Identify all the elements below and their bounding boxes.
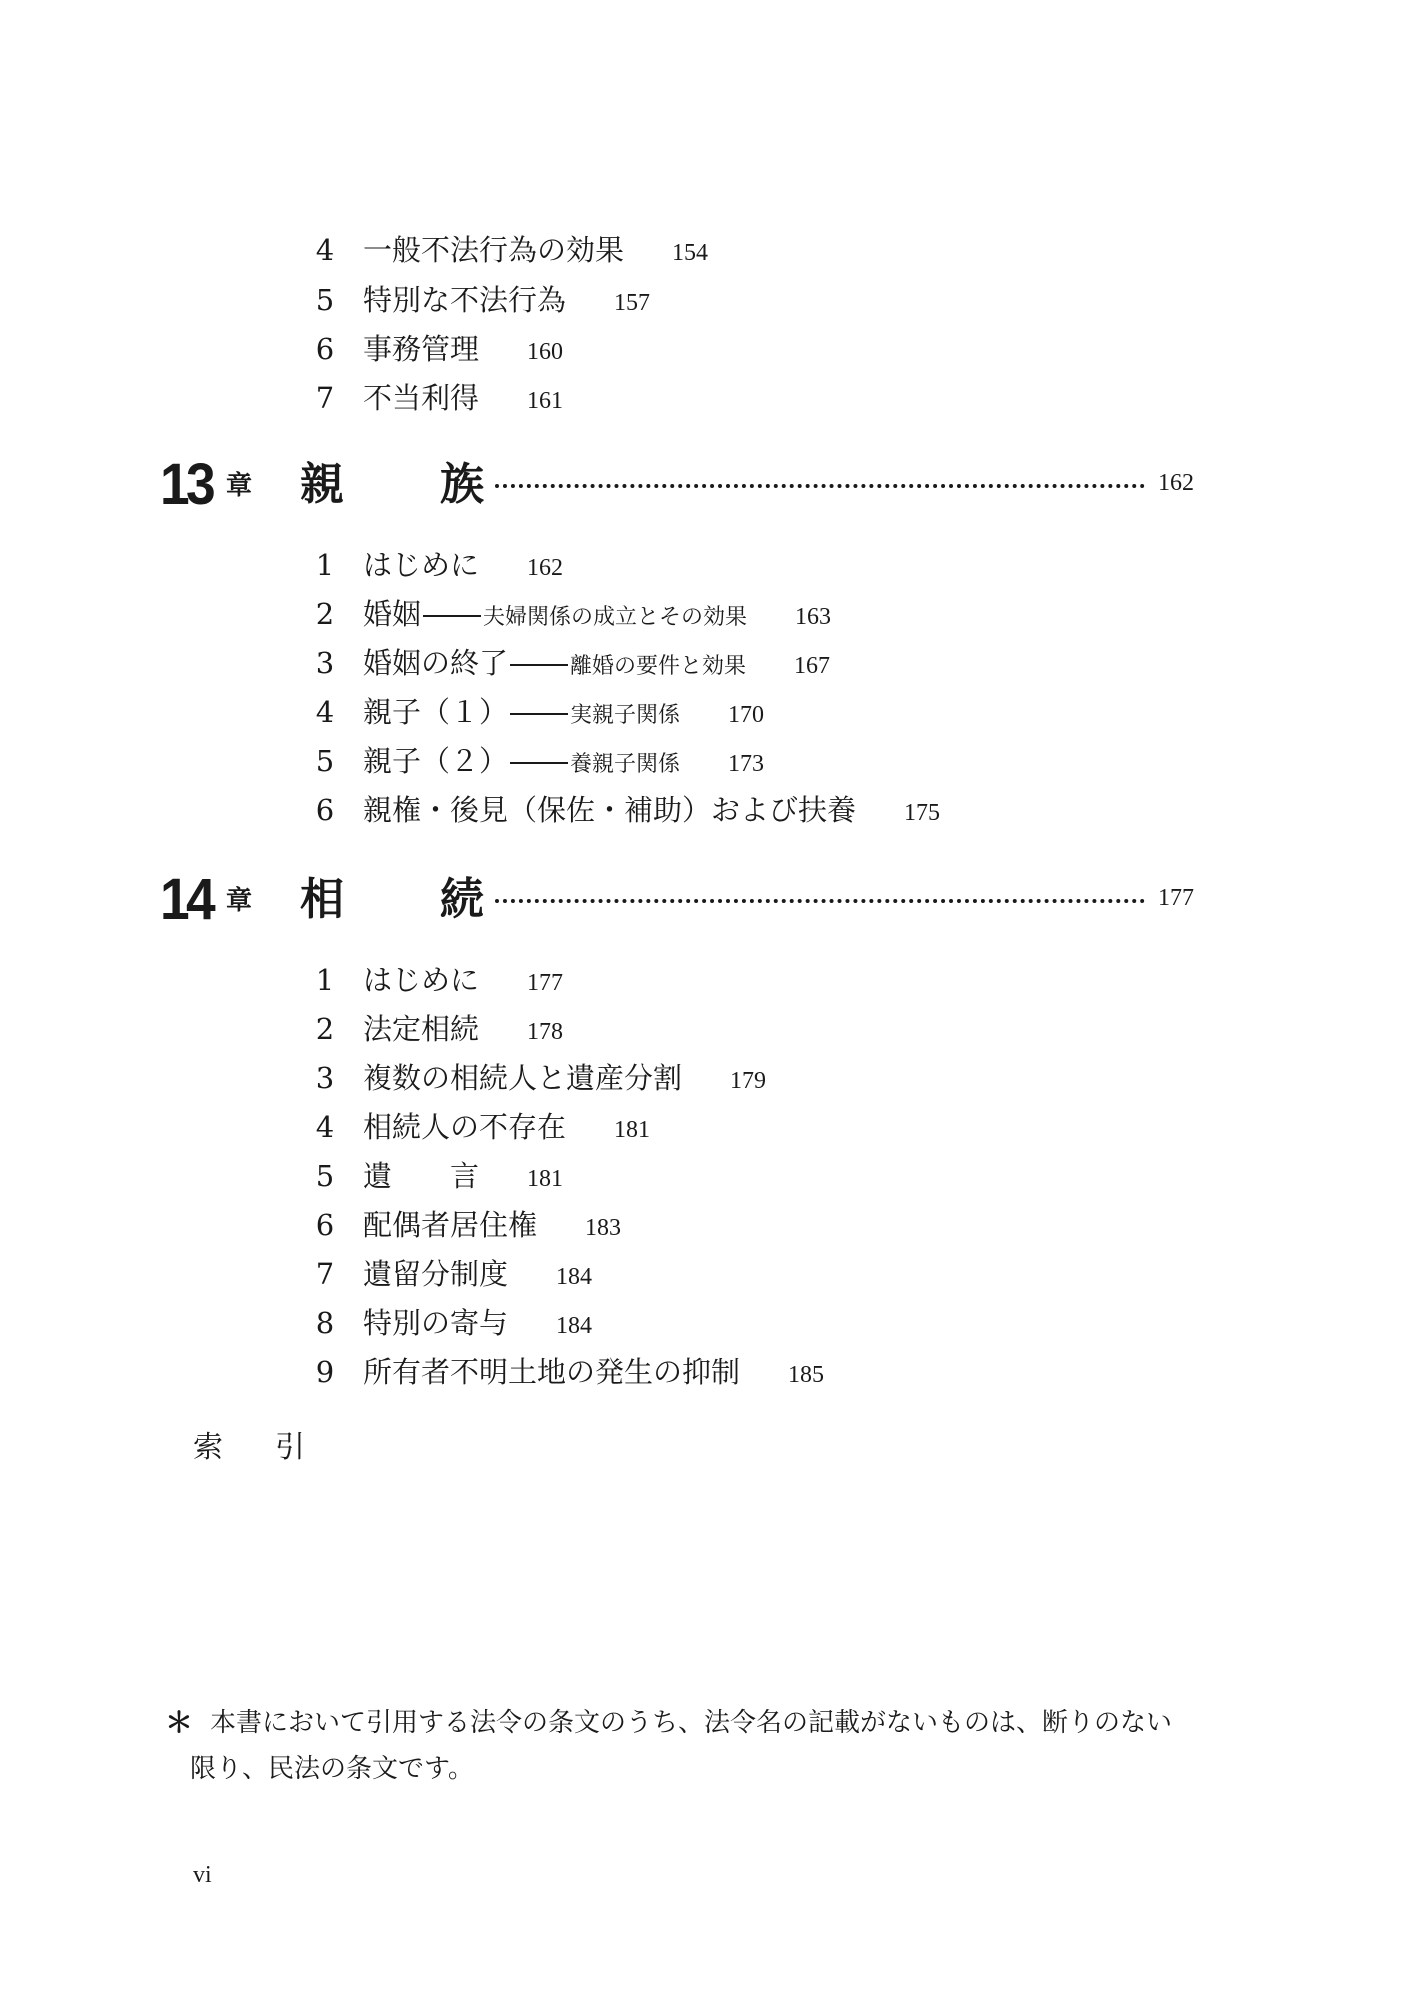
chapter-title: 親族 bbox=[300, 459, 580, 510]
page-number: 178 bbox=[527, 1019, 564, 1045]
section-number: 6 bbox=[315, 1208, 335, 1242]
chapter-heading-14[interactable] bbox=[160, 860, 1200, 940]
section-title: はじめに 162 bbox=[363, 548, 564, 582]
section-number: 1 bbox=[315, 963, 335, 997]
section-title: 遺 言 181 bbox=[363, 1159, 564, 1193]
section-number: 1 bbox=[315, 548, 335, 582]
page-number: 184 bbox=[556, 1313, 593, 1339]
em-dash bbox=[510, 713, 568, 715]
page-number: 160 bbox=[527, 339, 564, 365]
section-number: 5 bbox=[315, 744, 335, 778]
section-title: 複数の相続人と遺産分割 179 bbox=[363, 1061, 767, 1095]
section-title: 婚姻 夫婦関係の成立とその効果 163 bbox=[363, 597, 832, 631]
chapter-number: 13 bbox=[160, 452, 212, 517]
section-subtitle: 離婚の要件と効果 bbox=[570, 654, 747, 679]
section-number: 5 bbox=[315, 1159, 335, 1193]
page-number: 163 bbox=[795, 604, 832, 630]
page-number: 179 bbox=[730, 1068, 767, 1094]
page-number: 183 bbox=[585, 1215, 622, 1241]
section-title: 遺留分制度 184 bbox=[363, 1257, 593, 1291]
chapter-page-number: 162 bbox=[1158, 470, 1194, 496]
chapter-suffix: 章 bbox=[226, 885, 253, 915]
section-title: 特別の寄与 184 bbox=[363, 1306, 593, 1340]
section-title: 不当利得 161 bbox=[363, 381, 564, 415]
chapter-page-number: 177 bbox=[1158, 885, 1194, 911]
section-title: 配偶者居住権 183 bbox=[363, 1208, 622, 1242]
page-number: 161 bbox=[527, 388, 564, 414]
page-number: 175 bbox=[904, 800, 941, 826]
section-number: 4 bbox=[315, 1110, 335, 1144]
section-number: 3 bbox=[315, 1061, 335, 1095]
section-title: 親権・後見（保佐・補助）および扶養 175 bbox=[363, 793, 941, 827]
footnote-line-1: 本書において引用する法令の条文のうち、法令名の記載がないものは、断りのない bbox=[210, 1708, 1173, 1738]
page-number: 173 bbox=[728, 751, 765, 777]
section-title: 婚姻の終了 離婚の要件と効果 167 bbox=[363, 646, 831, 680]
page-number: 162 bbox=[527, 555, 564, 581]
em-dash bbox=[510, 762, 568, 764]
section-title: 親子（１） 実親子関係 170 bbox=[363, 695, 765, 729]
section-number: 6 bbox=[315, 793, 335, 827]
section-title: 特別な不法行為 157 bbox=[363, 283, 651, 317]
page-number: 181 bbox=[527, 1166, 564, 1192]
section-number: 7 bbox=[315, 381, 335, 415]
section-title: 親子（２） 養親子関係 173 bbox=[363, 744, 765, 778]
section-number: 4 bbox=[315, 233, 335, 267]
section-number: 9 bbox=[315, 1355, 335, 1389]
section-number: 5 bbox=[315, 283, 335, 317]
chapter-number: 14 bbox=[160, 867, 212, 932]
footnote-line-2: 限り、民法の条文です。 bbox=[190, 1754, 474, 1784]
section-number: 2 bbox=[315, 597, 335, 631]
page-number: 185 bbox=[788, 1362, 825, 1388]
dot-leader bbox=[495, 899, 1145, 903]
section-title: 一般不法行為の効果 154 bbox=[363, 233, 709, 267]
section-subtitle: 夫婦関係の成立とその効果 bbox=[483, 605, 748, 630]
page-number: 154 bbox=[672, 240, 709, 266]
chapter-title: 相続 bbox=[300, 874, 580, 925]
chapter-heading-13[interactable] bbox=[160, 445, 1200, 525]
index-entry[interactable]: 索引 bbox=[193, 1430, 357, 1465]
em-dash bbox=[510, 664, 568, 666]
section-number: 6 bbox=[315, 332, 335, 366]
section-title: はじめに 177 bbox=[363, 963, 564, 997]
chapter-suffix: 章 bbox=[226, 470, 253, 500]
page-number: 184 bbox=[556, 1264, 593, 1290]
section-number: 2 bbox=[315, 1012, 335, 1046]
section-title: 所有者不明土地の発生の抑制 185 bbox=[363, 1355, 825, 1389]
section-number: 4 bbox=[315, 695, 335, 729]
asterisk-icon: ＊ bbox=[165, 1706, 194, 1739]
section-title: 相続人の不存在 181 bbox=[363, 1110, 651, 1144]
page-number: 181 bbox=[614, 1117, 651, 1143]
section-subtitle: 養親子関係 bbox=[570, 752, 681, 777]
section-title: 事務管理 160 bbox=[363, 332, 564, 366]
footnote bbox=[165, 1700, 1215, 1792]
page-number: 167 bbox=[794, 653, 831, 679]
page-folio: vi bbox=[193, 1862, 212, 1888]
section-title: 法定相続 178 bbox=[363, 1012, 564, 1046]
em-dash bbox=[423, 615, 481, 617]
section-number: 8 bbox=[315, 1306, 335, 1340]
page-number: 170 bbox=[728, 702, 765, 728]
dot-leader bbox=[495, 484, 1145, 488]
page-number: 177 bbox=[527, 970, 564, 996]
page-number: 157 bbox=[614, 290, 651, 316]
section-number: 3 bbox=[315, 646, 335, 680]
section-subtitle: 実親子関係 bbox=[570, 703, 681, 728]
section-number: 7 bbox=[315, 1257, 335, 1291]
